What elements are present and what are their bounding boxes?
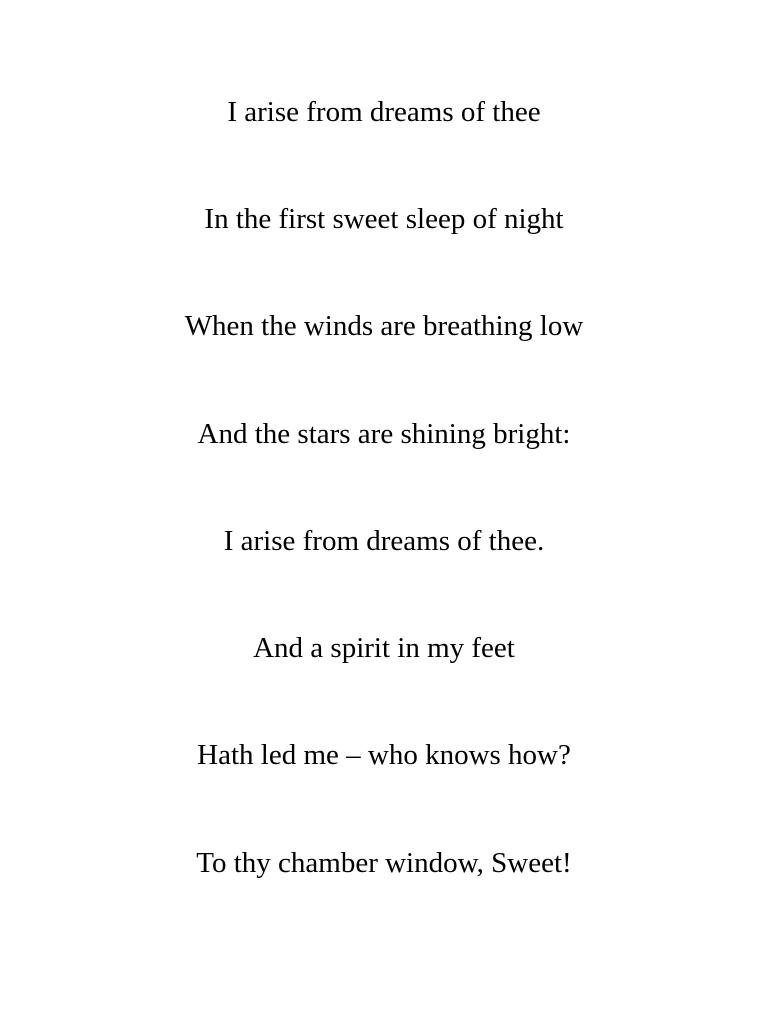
poem-line-7: Hath led me – who knows how?: [197, 739, 571, 771]
poem-line-3: When the winds are breathing low: [184, 310, 584, 342]
poem-line-5: I arise from dreams of thee.: [223, 525, 545, 557]
poem-line-2: In the first sweet sleep of night: [204, 203, 564, 235]
poem-line-8: To thy chamber window, Sweet!: [196, 847, 572, 879]
poem-line-6: And a spirit in my feet: [253, 632, 515, 664]
poem-line-1: I arise from dreams of thee: [227, 96, 541, 128]
poem-line-4: And the stars are shining bright:: [197, 418, 571, 450]
